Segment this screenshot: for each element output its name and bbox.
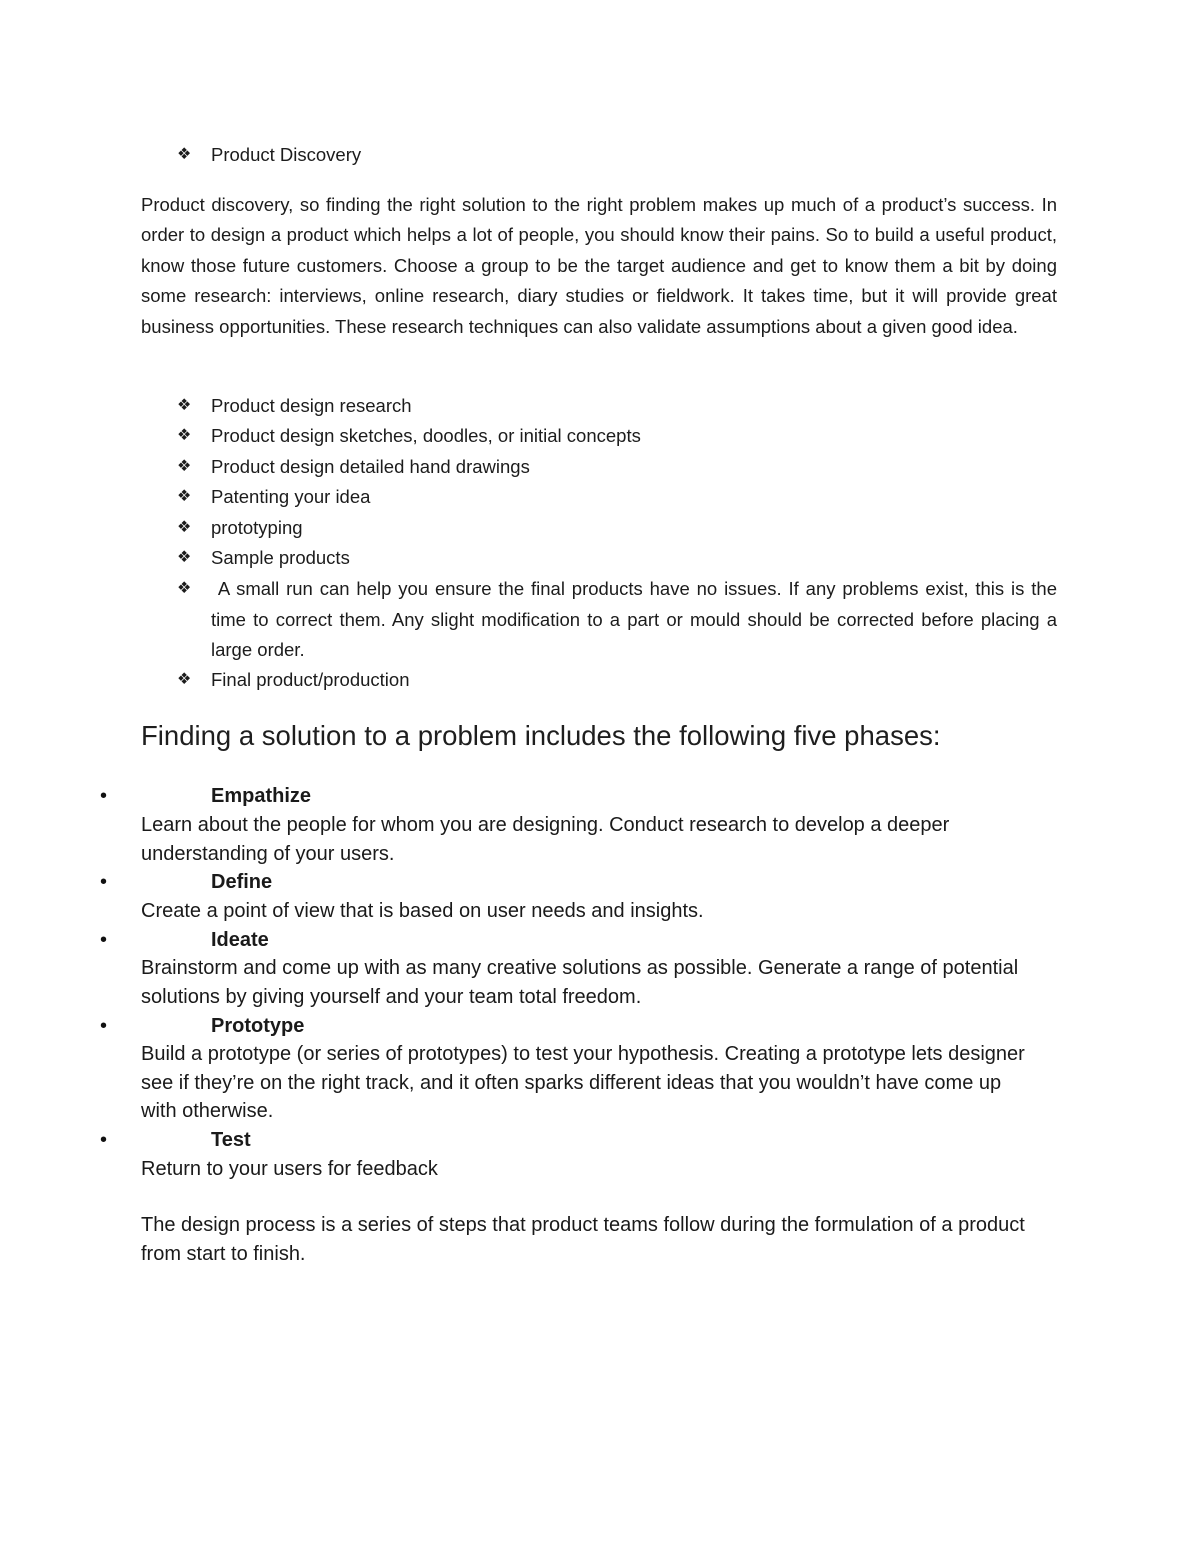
list-item-label: Patenting your idea (211, 486, 371, 507)
phase-description: Create a point of view that is based on user needs and insights. (141, 900, 704, 922)
list-item-label: Final product/production (211, 669, 410, 690)
phase-description: Build a prototype (or series of prototypes) to test your hypothesis. Creating a prototype lets designer see if they’re on the right track, and it often sparks different ideas that you wouldn’t have come up with otherwise. (141, 1043, 1025, 1122)
diamond-bullet-icon: ❖ (177, 146, 192, 163)
phase-title: Prototype (211, 1015, 305, 1037)
diamond-bullet-icon: ❖ (177, 488, 192, 505)
round-bullet-icon: • (100, 871, 108, 893)
list-item-label: prototyping (211, 517, 303, 538)
list-item-label: Sample products (211, 547, 350, 568)
list-item-label: Product design research (211, 395, 412, 416)
diamond-bullet-icon: ❖ (177, 397, 192, 414)
diamond-bullet-icon: ❖ (177, 458, 192, 475)
round-bullet-icon: • (100, 929, 108, 951)
diamond-bullet-icon: ❖ (177, 671, 192, 688)
section-heading: Finding a solution to a problem includes the following five phases: (141, 720, 941, 751)
phase-description: Return to your users for feedback (141, 1158, 438, 1180)
closing-paragraph: The design process is a series of steps that product teams follow during the formulation of a product from start to finish. (141, 1214, 1025, 1265)
list-item-label: Product design sketches, doodles, or initial concepts (211, 425, 641, 446)
phase-description: Brainstorm and come up with as many creative solutions as possible. Generate a range of potential solutions by giving yourself and your team total freedom. (141, 957, 1019, 1008)
phase-title: Define (211, 871, 273, 893)
list-item-label: A small run can help you ensure the final products have no issues. If any problems exist, this is the time to correct them. Any slight modification to a part or mould should be corrected before placing a large order. (211, 578, 1063, 660)
phase-description: Learn about the people for whom you are designing. Conduct research to develop a deeper understanding of your users. (141, 814, 950, 865)
list-item-label: Product design detailed hand drawings (211, 456, 530, 477)
round-bullet-icon: • (100, 1129, 108, 1151)
list-item-label: Product Discovery (211, 144, 362, 165)
diamond-bullet-icon: ❖ (177, 580, 192, 597)
round-bullet-icon: • (100, 1015, 108, 1037)
diamond-bullet-icon: ❖ (177, 427, 192, 444)
intro-paragraph: Product discovery, so finding the right solution to the right problem makes up much of a product’s success. In order to design a product which helps a lot of people, you should know their pains. So to build a useful product, know those future customers. Choose a group to be the target audience and get to know them a bit by doing some research: interviews, online research, diary studies or fieldwork. It takes time, but it will provide great business opportunities. These research techniques can also validate assumptions about a given good idea. (141, 194, 1057, 337)
round-bullet-icon: • (100, 785, 108, 807)
diamond-bullet-icon: ❖ (177, 519, 192, 536)
phase-title: Ideate (211, 929, 269, 951)
phase-title: Test (211, 1129, 251, 1151)
diamond-bullet-icon: ❖ (177, 549, 192, 566)
phase-title: Empathize (211, 785, 312, 807)
